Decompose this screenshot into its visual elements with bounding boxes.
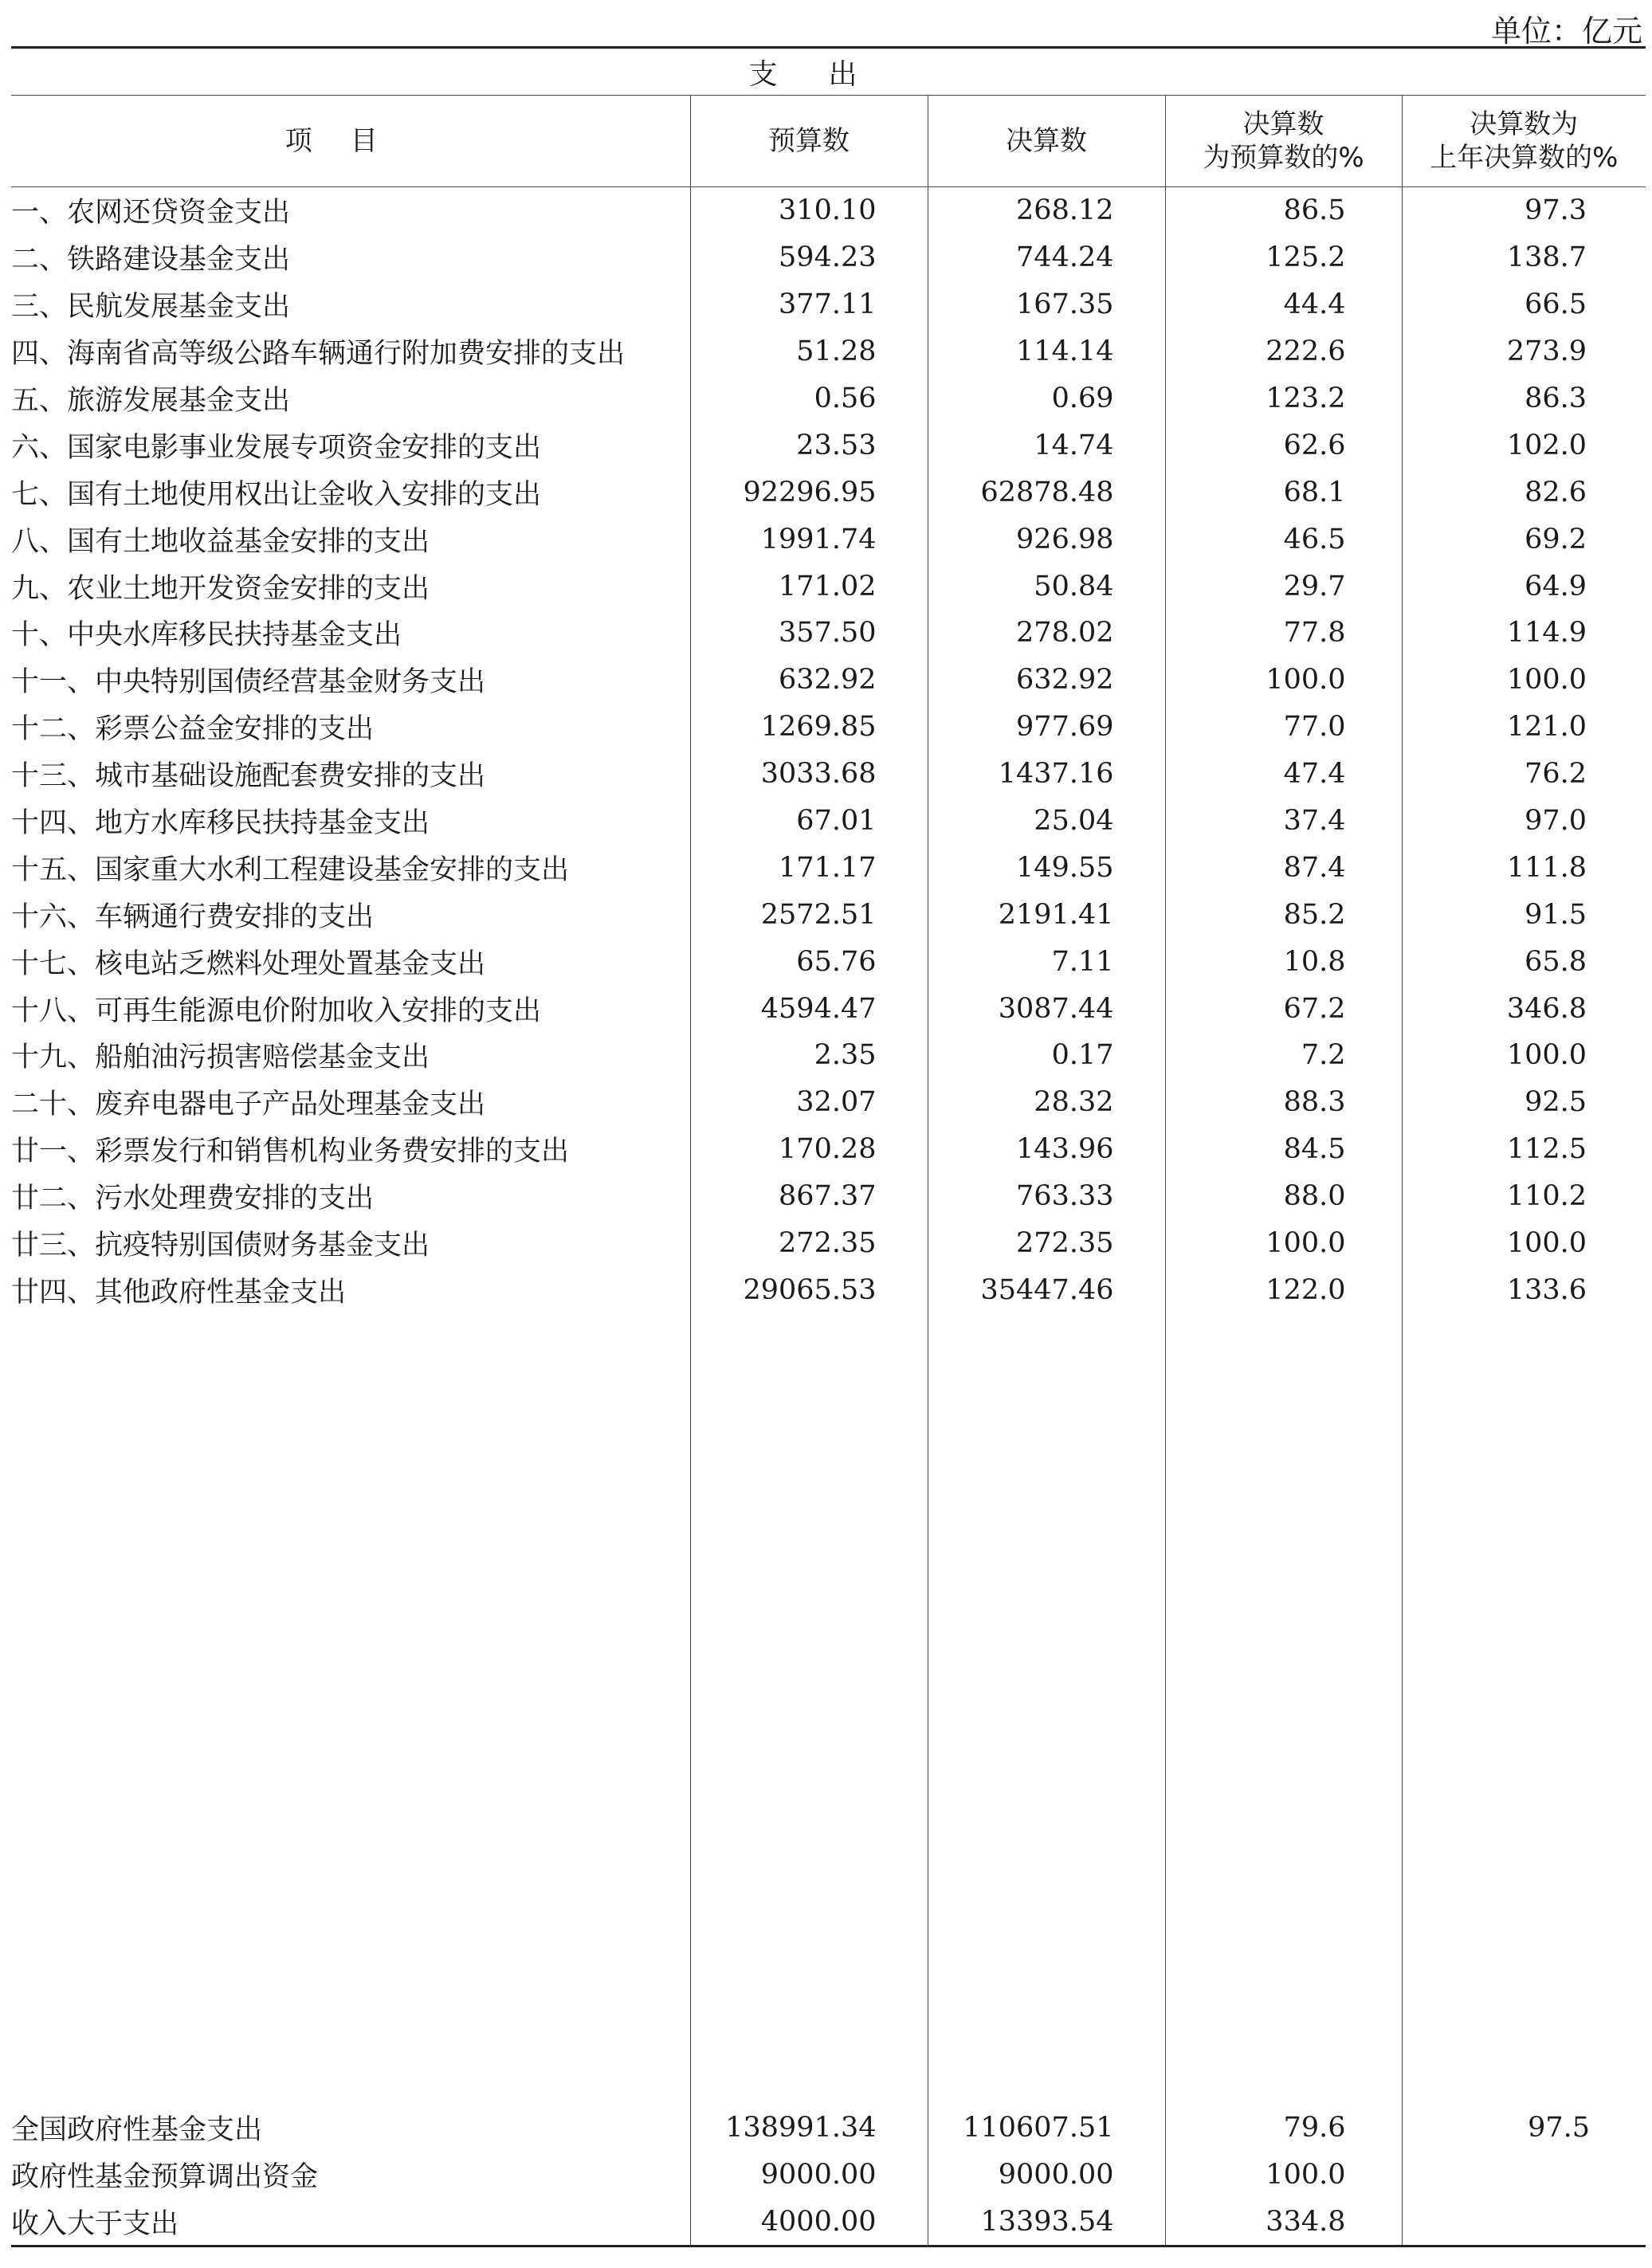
total-item: 政府性基金预算调出资金 — [11, 2160, 319, 2193]
row-final: 0.17 — [928, 1032, 1165, 1079]
row-pct-budget: 88.0 — [1165, 1173, 1402, 1220]
unit-label: 单位：亿元 — [1490, 14, 1642, 49]
row-final: 114.14 — [928, 328, 1165, 375]
row-pct-prev: 65.8 — [1402, 938, 1646, 985]
header-final-vs-budget — [1165, 96, 1402, 187]
row-item: 七、国有土地使用权出让金收入安排的支出 — [11, 478, 542, 511]
row-budget: 310.10 — [690, 187, 928, 234]
table-row — [11, 281, 1646, 328]
total-pct-prev: 97.5 — [1402, 2104, 1646, 2151]
row-pct-prev: 114.9 — [1402, 610, 1646, 657]
table-row — [11, 516, 1646, 563]
row-pct-prev: 121.0 — [1402, 704, 1646, 751]
row-final: 744.24 — [928, 234, 1165, 281]
row-item: 三、民航发展基金支出 — [11, 291, 291, 324]
row-budget: 171.17 — [690, 844, 928, 891]
table-row — [11, 563, 1646, 610]
total-final: 13393.54 — [928, 2198, 1165, 2246]
table-row — [11, 985, 1646, 1032]
row-pct-prev: 110.2 — [1402, 1173, 1646, 1220]
table-row — [11, 891, 1646, 938]
row-item: 一、农网还贷资金支出 — [11, 197, 291, 230]
row-pct-budget: 67.2 — [1165, 985, 1402, 1032]
row-final: 278.02 — [928, 610, 1165, 657]
row-final: 763.33 — [928, 1173, 1165, 1220]
row-budget: 29065.53 — [690, 1266, 928, 1313]
row-budget: 67.01 — [690, 798, 928, 845]
row-final: 62878.48 — [928, 469, 1165, 516]
row-item: 二十、废弃电器电子产品处理基金支出 — [11, 1089, 486, 1121]
row-budget: 632.92 — [690, 657, 928, 704]
table-row — [11, 1032, 1646, 1079]
row-item: 十六、车辆通行费安排的支出 — [11, 901, 375, 933]
expenditure-table — [11, 46, 1646, 2247]
row-final: 926.98 — [928, 516, 1165, 563]
table-row — [11, 610, 1646, 657]
row-item: 廿四、其他政府性基金支出 — [11, 1276, 347, 1309]
row-pct-prev: 92.5 — [1402, 1079, 1646, 1126]
row-item: 四、海南省高等级公路车辆通行附加费安排的支出 — [11, 338, 626, 371]
row-pct-prev: 86.3 — [1402, 375, 1646, 422]
row-budget: 92296.95 — [690, 469, 928, 516]
row-budget: 1269.85 — [690, 704, 928, 751]
row-item: 十九、船舶油污损害赔偿基金支出 — [11, 1042, 430, 1074]
row-pct-budget: 29.7 — [1165, 563, 1402, 610]
total-pct-prev — [1402, 2198, 1646, 2246]
table-row — [11, 1126, 1646, 1173]
row-final: 268.12 — [928, 187, 1165, 234]
table-row — [11, 1266, 1646, 1313]
row-budget: 65.76 — [690, 938, 928, 985]
row-final: 3087.44 — [928, 985, 1165, 1032]
row-item: 八、国有土地收益基金安排的支出 — [11, 525, 430, 558]
row-final: 149.55 — [928, 844, 1165, 891]
table-row — [11, 1220, 1646, 1267]
row-pct-prev: 112.5 — [1402, 1126, 1646, 1173]
row-item: 十、中央水库移民扶持基金支出 — [11, 619, 402, 652]
blank-cell — [928, 1313, 1165, 2104]
header-final-vs-budget-line1: 决算数 — [1242, 108, 1324, 140]
row-item: 六、国家电影事业发展专项资金安排的支出 — [11, 431, 542, 464]
table-row — [11, 751, 1646, 798]
row-pct-budget: 222.6 — [1165, 328, 1402, 375]
row-pct-prev: 69.2 — [1402, 516, 1646, 563]
total-budget: 138991.34 — [690, 2104, 928, 2151]
row-pct-prev: 97.0 — [1402, 798, 1646, 845]
row-pct-budget: 125.2 — [1165, 234, 1402, 281]
row-pct-prev: 273.9 — [1402, 328, 1646, 375]
row-budget: 1991.74 — [690, 516, 928, 563]
row-pct-prev: 97.3 — [1402, 187, 1646, 234]
blank-cell — [1165, 1313, 1402, 2104]
table-row — [11, 328, 1646, 375]
total-row — [11, 2151, 1646, 2198]
row-pct-budget: 85.2 — [1165, 891, 1402, 938]
row-pct-prev: 64.9 — [1402, 563, 1646, 610]
table-row — [11, 234, 1646, 281]
row-pct-budget: 84.5 — [1165, 1126, 1402, 1173]
row-budget: 3033.68 — [690, 751, 928, 798]
row-item: 九、农业土地开发资金安排的支出 — [11, 572, 430, 605]
total-pct-prev — [1402, 2151, 1646, 2198]
table-row — [11, 704, 1646, 751]
row-final: 0.69 — [928, 375, 1165, 422]
total-row — [11, 2198, 1646, 2246]
header-final-vs-budget-line2: 为预算数的% — [1203, 142, 1364, 174]
row-budget: 51.28 — [690, 328, 928, 375]
row-budget: 171.02 — [690, 563, 928, 610]
row-budget: 2572.51 — [690, 891, 928, 938]
table-row — [11, 422, 1646, 469]
table-row — [11, 938, 1646, 985]
row-final: 632.92 — [928, 657, 1165, 704]
row-pct-budget: 10.8 — [1165, 938, 1402, 985]
row-item: 十四、地方水库移民扶持基金支出 — [11, 807, 430, 840]
row-budget: 32.07 — [690, 1079, 928, 1126]
row-item: 五、旅游发展基金支出 — [11, 385, 291, 417]
row-final: 14.74 — [928, 422, 1165, 469]
row-pct-budget: 37.4 — [1165, 798, 1402, 845]
header-final-vs-prev-line1: 决算数为 — [1470, 108, 1579, 140]
header-final: 决算数 — [928, 96, 1165, 187]
row-final: 1437.16 — [928, 751, 1165, 798]
row-budget: 357.50 — [690, 610, 928, 657]
header-budget: 预算数 — [690, 96, 928, 187]
row-budget: 23.53 — [690, 422, 928, 469]
total-item: 收入大于支出 — [11, 2198, 690, 2246]
table-row — [11, 1173, 1646, 1220]
row-final: 143.96 — [928, 1126, 1165, 1173]
row-pct-budget: 77.8 — [1165, 610, 1402, 657]
blank-cell — [690, 1313, 928, 2104]
table-row — [11, 375, 1646, 422]
row-pct-budget: 100.0 — [1165, 657, 1402, 704]
row-final: 272.35 — [928, 1220, 1165, 1267]
blank-cell — [11, 1313, 690, 2104]
row-pct-budget: 88.3 — [1165, 1079, 1402, 1126]
row-item: 廿二、污水处理费安排的支出 — [11, 1183, 375, 1215]
total-final: 110607.51 — [928, 2104, 1165, 2151]
table-row — [11, 187, 1646, 234]
row-pct-prev: 100.0 — [1402, 657, 1646, 704]
row-pct-prev: 76.2 — [1402, 751, 1646, 798]
row-pct-prev: 82.6 — [1402, 469, 1646, 516]
row-final: 2191.41 — [928, 891, 1165, 938]
row-item: 十七、核电站乏燃料处理处置基金支出 — [11, 948, 486, 980]
row-item: 廿一、彩票发行和销售机构业务费安排的支出 — [11, 1136, 570, 1168]
row-final: 28.32 — [928, 1079, 1165, 1126]
row-budget: 170.28 — [690, 1126, 928, 1173]
row-item: 十八、可再生能源电价附加收入安排的支出 — [11, 995, 542, 1027]
blank-spacer-row — [11, 1313, 1646, 2104]
row-pct-budget: 77.0 — [1165, 704, 1402, 751]
blank-cell — [1402, 1313, 1646, 2104]
total-final: 9000.00 — [928, 2151, 1165, 2198]
row-pct-budget: 44.4 — [1165, 281, 1402, 328]
total-pct-budget: 334.8 — [1165, 2198, 1402, 2246]
row-budget: 594.23 — [690, 234, 928, 281]
row-final: 50.84 — [928, 563, 1165, 610]
row-budget: 867.37 — [690, 1173, 928, 1220]
table-row — [11, 657, 1646, 704]
row-pct-budget: 123.2 — [1165, 375, 1402, 422]
section-title-row — [11, 48, 1646, 96]
row-item: 十二、彩票公益金安排的支出 — [11, 713, 375, 746]
row-pct-prev: 346.8 — [1402, 985, 1646, 1032]
total-pct-budget: 79.6 — [1165, 2104, 1402, 2151]
row-pct-budget: 86.5 — [1165, 187, 1402, 234]
row-pct-prev: 138.7 — [1402, 234, 1646, 281]
row-item: 十一、中央特别国债经营基金财务支出 — [11, 666, 486, 699]
row-item: 十五、国家重大水利工程建设基金安排的支出 — [11, 853, 570, 886]
row-pct-prev: 66.5 — [1402, 281, 1646, 328]
row-pct-budget: 46.5 — [1165, 516, 1402, 563]
section-title: 支出 — [11, 48, 1646, 96]
row-item: 十三、城市基础设施配套费安排的支出 — [11, 760, 486, 793]
row-final: 35447.46 — [928, 1266, 1165, 1313]
header-final-vs-prev — [1402, 96, 1646, 187]
table-row — [11, 844, 1646, 891]
row-pct-budget: 47.4 — [1165, 751, 1402, 798]
total-pct-budget: 100.0 — [1165, 2151, 1402, 2198]
total-budget: 9000.00 — [690, 2151, 928, 2198]
header-row — [11, 96, 1646, 187]
row-final: 7.11 — [928, 938, 1165, 985]
row-pct-prev: 91.5 — [1402, 891, 1646, 938]
table-row — [11, 798, 1646, 845]
row-item: 廿三、抗疫特别国债财务基金支出 — [11, 1230, 430, 1262]
table-row — [11, 1079, 1646, 1126]
row-final: 167.35 — [928, 281, 1165, 328]
row-pct-prev: 102.0 — [1402, 422, 1646, 469]
total-budget: 4000.00 — [690, 2198, 928, 2246]
row-budget: 4594.47 — [690, 985, 928, 1032]
row-final: 977.69 — [928, 704, 1165, 751]
row-final: 25.04 — [928, 798, 1165, 845]
row-pct-budget: 7.2 — [1165, 1032, 1402, 1079]
row-budget: 2.35 — [690, 1032, 928, 1079]
row-pct-budget: 62.6 — [1165, 422, 1402, 469]
row-pct-budget: 68.1 — [1165, 469, 1402, 516]
row-pct-prev: 100.0 — [1402, 1220, 1646, 1267]
row-budget: 272.35 — [690, 1220, 928, 1267]
row-pct-prev: 111.8 — [1402, 844, 1646, 891]
row-pct-budget: 100.0 — [1165, 1220, 1402, 1267]
table-row — [11, 469, 1646, 516]
row-pct-budget: 87.4 — [1165, 844, 1402, 891]
row-pct-budget: 122.0 — [1165, 1266, 1402, 1313]
header-item: 项目 — [11, 96, 690, 187]
row-pct-prev: 133.6 — [1402, 1266, 1646, 1313]
total-row — [11, 2104, 1646, 2151]
total-item: 全国政府性基金支出 — [11, 2113, 263, 2146]
row-budget: 0.56 — [690, 375, 928, 422]
header-final-vs-prev-line2: 上年决算数的% — [1430, 142, 1619, 174]
row-item: 二、铁路建设基金支出 — [11, 244, 291, 277]
row-budget: 377.11 — [690, 281, 928, 328]
row-pct-prev: 100.0 — [1402, 1032, 1646, 1079]
